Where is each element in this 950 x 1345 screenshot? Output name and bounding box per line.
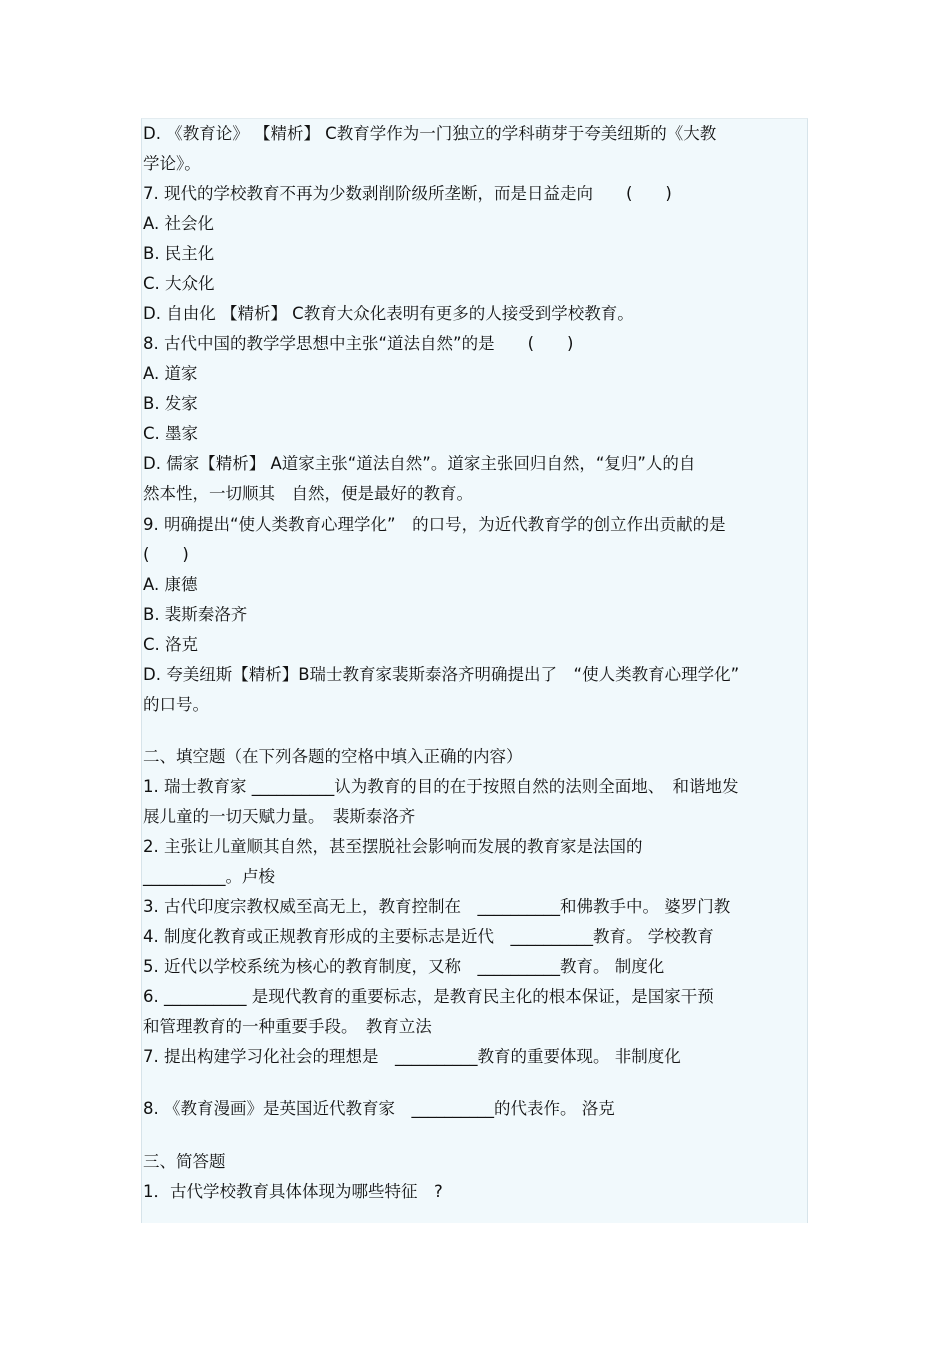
fill-blank-1: 1. 瑞士教育家 __________认为教育的目的在于按照自然的法则全面地、 和谐地发 <box>143 777 739 796</box>
option-b: B. 民主化 <box>143 244 215 263</box>
short-answer-1: 1．古代学校教育具体体现为哪些特征 ? <box>143 1182 443 1201</box>
text-line: ( ) <box>143 545 189 564</box>
question-7: 7. 现代的学校教育不再为少数剥削阶级所垄断，而是日益走向 ( ) <box>143 184 672 203</box>
option-b: B. 裴斯秦洛齐 <box>143 605 248 624</box>
option-d: D. 自由化 【精析】 C教育大众化表明有更多的人接受到学校教育。 <box>143 304 634 323</box>
fill-blank-3: 3. 古代印度宗教权威至高无上，教育控制在 __________和佛教手中。 婆罗门教 <box>143 897 731 916</box>
option-a: A. 康德 <box>143 575 198 594</box>
fill-blank-8: 8. 《教育漫画》是英国近代教育家 __________的代表作。 洛克 <box>143 1099 615 1118</box>
text-line: __________。卢梭 <box>143 867 275 886</box>
option-d: D. 儒家【精析】 A道家主张“道法自然”。道家主张回归自然，“复归”人的自 <box>143 454 696 473</box>
option-c: C. 大众化 <box>143 274 215 293</box>
text-line: 展儿童的一切天赋力量。 裴斯泰洛齐 <box>143 807 416 826</box>
text-line: 然本性，一切顺其 自然，便是最好的教育。 <box>143 484 473 503</box>
fill-blank-2: 2. 主张让儿童顺其自然，甚至摆脱社会影响而发展的教育家是法国的 <box>143 837 643 856</box>
option-b: B. 发家 <box>143 394 198 413</box>
section-heading: 三、简答题 <box>143 1152 226 1171</box>
question-8: 8. 古代中国的教学学思想中主张“道法自然”的是 ( ) <box>143 334 574 353</box>
option-a: A. 社会化 <box>143 214 214 233</box>
text-line: 学论》。 <box>143 154 201 173</box>
section-heading: 二、填空题（在下列各题的空格中填入正确的内容） <box>143 747 523 766</box>
option-a: A. 道家 <box>143 364 198 383</box>
text-line: 和管理教育的一种重要手段。 教育立法 <box>143 1017 432 1036</box>
option-d: D. 夸美纽斯【精析】B瑞士教育家裴斯泰洛齐明确提出了 “使人类教育心理学化” <box>143 665 740 684</box>
option-c: C. 洛克 <box>143 635 199 654</box>
fill-blank-6: 6. __________ 是现代教育的重要标志，是教育民主化的根本保证，是国家干预 <box>143 987 714 1006</box>
text-line: D. 《教育论》 【精析】 C教育学作为一门独立的学科萌芽于夸美纽斯的《大教 <box>143 124 717 143</box>
text-line: 的口号。 <box>143 695 209 714</box>
question-9: 9. 明确提出“使人类教育心理学化” 的口号，为近代教育学的创立作出贡献的是 <box>143 515 726 534</box>
fill-blank-4: 4. 制度化教育或正规教育形成的主要标志是近代 __________教育。 学校教育 <box>143 927 714 946</box>
fill-blank-5: 5. 近代以学校系统为核心的教育制度，又称 __________教育。 制度化 <box>143 957 665 976</box>
option-c: C. 墨家 <box>143 424 199 443</box>
fill-blank-7: 7. 提出构建学习化社会的理想是 __________教育的重要体现。 非制度化 <box>143 1047 681 1066</box>
